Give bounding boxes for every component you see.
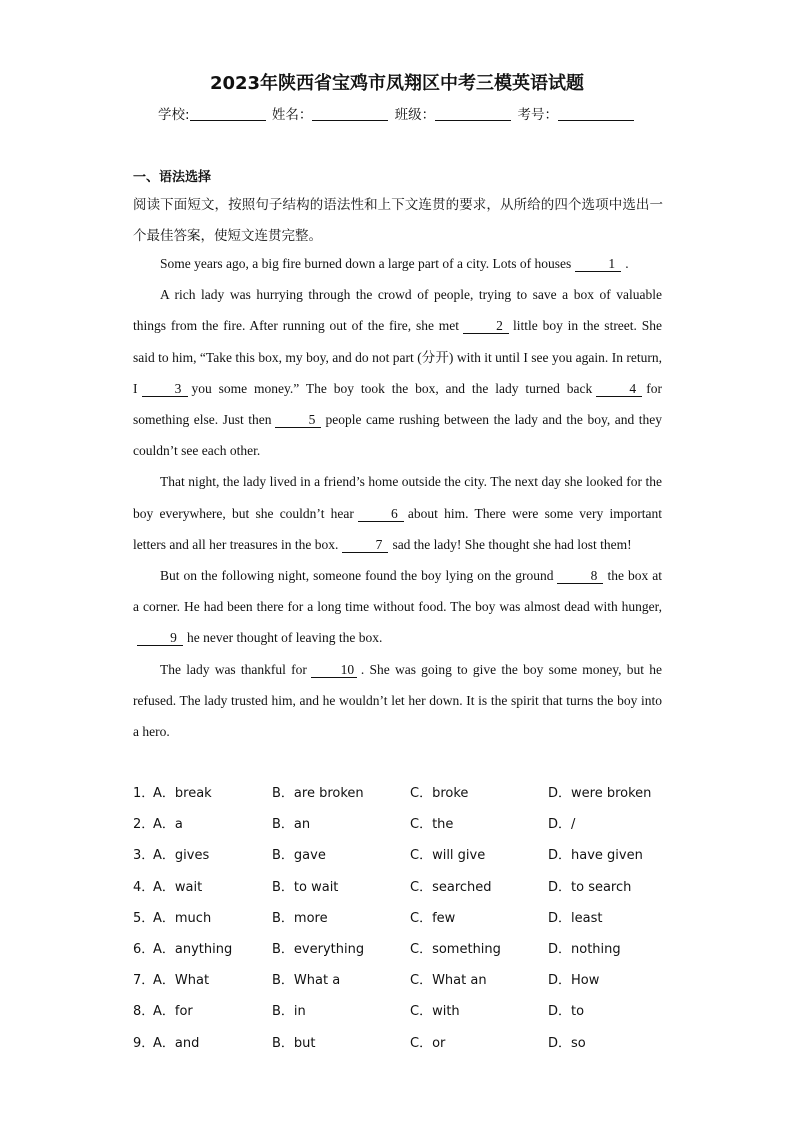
question-row [133,907,693,938]
question-number: 4． [133,879,155,895]
question-row [133,969,693,1000]
name-label: 姓名： [271,107,313,123]
question-row [133,1032,693,1063]
school-label: 学校: [158,107,190,123]
option-a[interactable]: A．break [153,786,212,801]
option-d[interactable]: D．nothing [548,941,621,957]
exam-number-label: 考号： [517,107,558,123]
passage-paragraph [133,654,662,748]
passage-paragraph [133,466,662,560]
passage-text: little boy in the street. She said to him, “Take this box, my boy, and do not part (分开) with it until I see you again. In return, I [133,318,662,396]
option-c[interactable]: C．searched [410,879,492,895]
passage-text: for something else. Just then [133,380,662,428]
option-c[interactable]: C．something [410,941,501,957]
passage-text: A rich lady was hurrying through the crowd of people, trying to save a box of valuable things from the fire. After running out of the fire, she met [133,287,662,334]
question-number: 6． [133,941,155,957]
class-label: 班级： [394,107,436,123]
option-d[interactable]: D．so [548,1035,586,1051]
blank-4: 4 [596,381,642,397]
passage-text: That night, the lady lived in a friend’s home outside the city. The next day she looked for the boy everywhere, but she couldn’t hear [133,474,662,521]
option-a[interactable]: A．wait [153,879,203,895]
question-row [133,844,693,875]
question-number: 7． [133,973,155,989]
name-blank[interactable] [312,106,388,121]
answer-options [133,782,693,1063]
option-a[interactable]: A．What [153,973,210,989]
passage-text: . She was going to give the boy some money, but he refused. The lady trusted him, and he wouldn’t let her down. It is the spirit that turns the boy into a hero. [133,661,662,740]
question-row [133,876,693,907]
school-blank[interactable] [190,106,266,121]
exam-number-blank[interactable] [558,106,634,121]
option-d[interactable]: D．least [548,910,603,926]
option-a[interactable]: A．anything [153,941,233,957]
section-instructions: 阅读下面短文，按照句子结构的语法性和上下文连贯的要求，从所给的四个选项中选出一个最佳答案，使短文连贯完整。 [133,197,663,244]
option-a[interactable]: A．much [153,910,212,926]
option-d[interactable]: D．How [548,973,600,989]
passage-text: people came rushing between the lady and the boy, and they couldn’t see each other. [133,412,662,459]
option-b[interactable]: B．an [272,817,311,833]
blank-7: 7 [342,537,388,553]
blank-8: 8 [557,568,603,584]
option-d[interactable]: D．to search [548,879,632,895]
passage-text: But on the following night, someone found the boy lying on the ground [160,568,554,584]
blank-9: 9 [137,630,183,646]
option-b[interactable]: B．to wait [272,879,339,895]
option-d[interactable]: D．were broken [548,786,652,801]
passage-paragraph [133,560,662,654]
class-blank[interactable] [435,106,511,121]
student-info-line [0,103,794,123]
passage-text: you some money.” The boy took the box, and the lady turned back [191,380,593,396]
passage-text: Some years ago, a big fire burned down a large part of a city. Lots of houses [160,256,572,271]
page-title: 2023年陕西省宝鸡市凤翔区中考三模英语试题 [209,73,585,94]
option-c[interactable]: C．with [410,1004,460,1020]
question-number: 3． [133,848,155,864]
question-row [133,1000,693,1031]
passage-text: . [625,256,629,271]
question-number: 2． [133,817,155,833]
option-d[interactable]: D．/ [548,817,576,833]
option-c[interactable]: C．or [410,1035,446,1051]
blank-2: 2 [463,318,509,334]
question-row [133,938,693,969]
option-b[interactable]: B．everything [272,941,365,957]
option-c[interactable]: C．What an [410,973,487,989]
passage-text: he never thought of leaving the box. [187,630,383,646]
question-number: 1． [133,786,155,801]
passage-text: The lady was thankful for [160,661,307,677]
question-number: 5． [133,910,155,926]
option-a[interactable]: A．gives [153,848,210,864]
option-b[interactable]: B．more [272,910,328,926]
option-c[interactable]: C．will give [410,848,486,864]
question-number: 9． [133,1035,155,1051]
blank-10: 10 [311,662,357,678]
option-d[interactable]: D．have given [548,848,643,864]
option-c[interactable]: C．broke [410,786,469,801]
option-b[interactable]: B．are broken [272,786,364,801]
blank-3: 3 [142,381,188,397]
option-a[interactable]: A．and [153,1035,200,1051]
option-a[interactable]: A．for [153,1004,193,1020]
option-b[interactable]: B．but [272,1035,316,1051]
blank-6: 6 [358,506,404,522]
passage-text: about him. There were some very important letters and all her treasures in the box. [133,505,662,552]
blank-5: 5 [275,412,321,428]
section-heading: 一、语法选择 [133,170,212,185]
reading-passage [133,248,662,747]
blank-1: 1 [575,256,621,272]
question-number: 8． [133,1004,155,1020]
passage-paragraph [133,279,662,466]
passage-text: the box at a corner. He had been there for a long time without food. The boy was almost dead with hunger, [133,568,662,615]
option-a[interactable]: A．a [153,817,183,833]
passage-paragraph [133,248,662,279]
passage-text: sad the lady! She thought she had lost them! [392,536,632,552]
option-b[interactable]: B．gave [272,848,326,864]
option-b[interactable]: B．in [272,1004,306,1020]
option-d[interactable]: D．to [548,1004,585,1020]
option-c[interactable]: C．few [410,910,456,926]
option-b[interactable]: B．What a [272,973,341,989]
question-row [133,813,693,844]
question-row [133,782,693,813]
option-c[interactable]: C．the [410,817,454,833]
